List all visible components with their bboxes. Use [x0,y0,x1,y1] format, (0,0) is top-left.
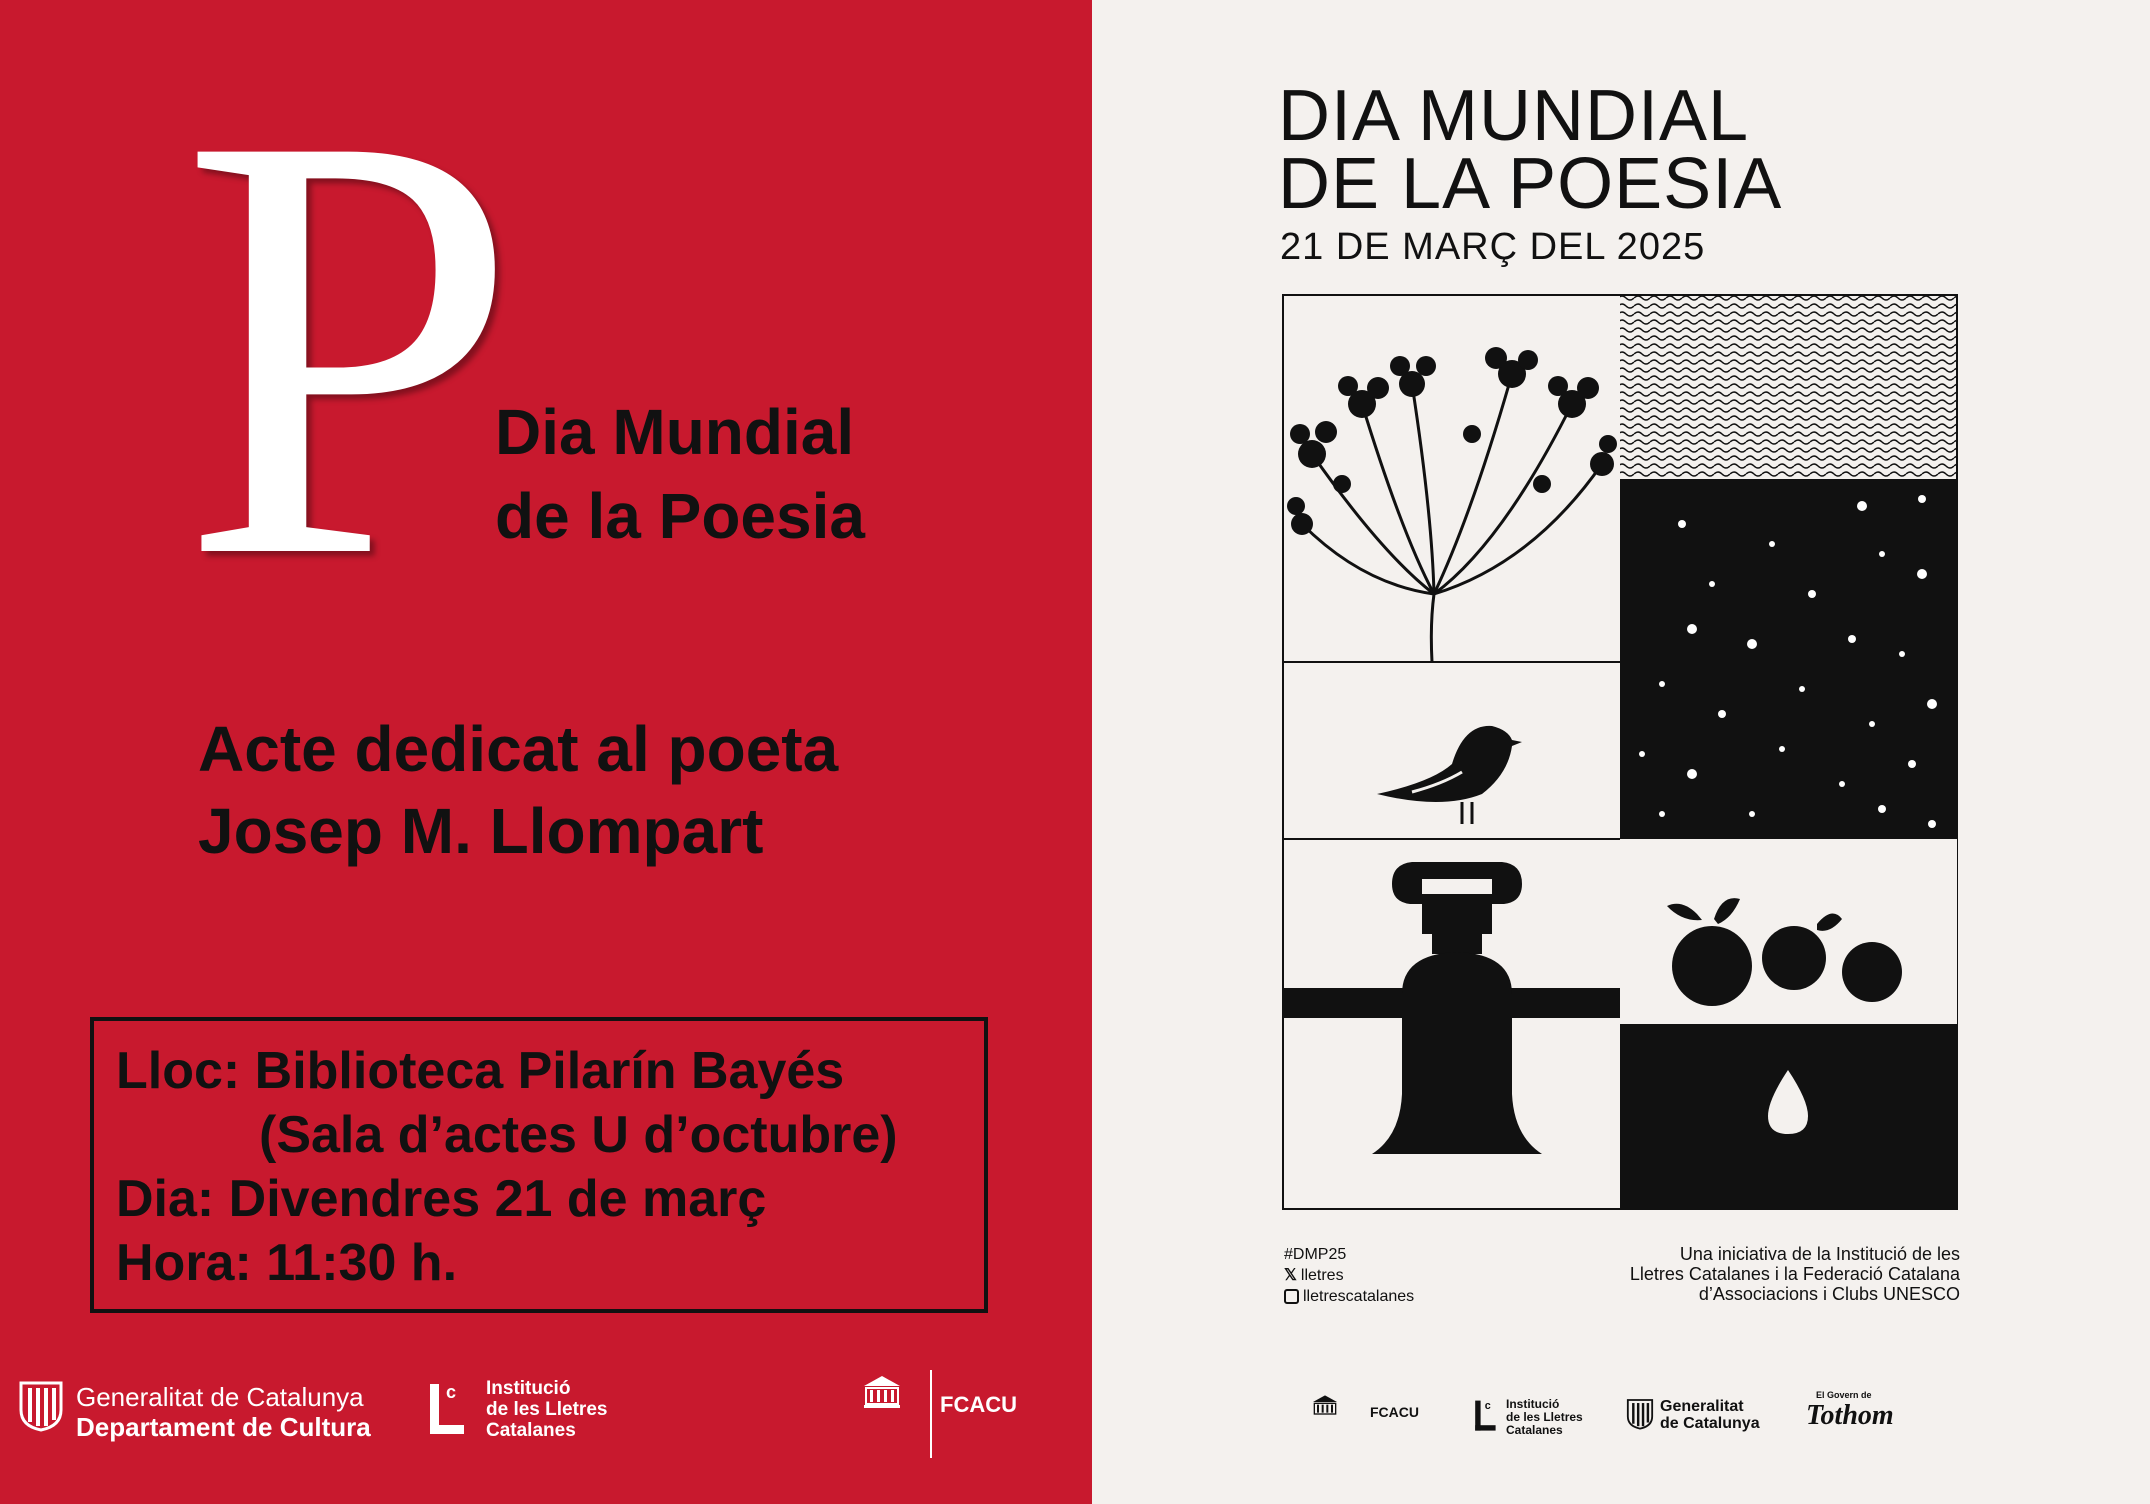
unesco-temple-icon [1310,1394,1340,1418]
social-tags [1284,1244,1414,1307]
poster-title-line-2: DE LA POESIA [1278,144,1783,224]
department-name: Departament de Cultura [76,1412,371,1442]
ill-line-1: Institució [486,1378,571,1399]
ill-small-line-2: de les Lletres [1506,1410,1583,1424]
svg-text:c: c [1484,1400,1491,1412]
tothom-label: Tothom [1806,1400,1894,1431]
event-info-box [90,1017,988,1313]
instagram-handle: lletrescatalanes [1303,1288,1415,1305]
generalitat-emblem-icon [18,1380,64,1432]
unesco-fcacu-logo [832,1370,1062,1460]
x-icon: 𝕏 [1284,1267,1297,1284]
night-sky-tile [1620,479,1957,839]
partner-logos [1310,1390,1950,1450]
generalitat-emblem-small-icon [1626,1398,1654,1430]
instagram-handle-row[interactable] [1284,1286,1414,1307]
instagram-icon [1284,1289,1299,1304]
generalitat-small-line-1: Generalitat [1660,1398,1744,1415]
event-time: Hora: 11:30 h. [116,1234,458,1292]
poster-title-line-1: DIA MUNDIAL [1278,76,1750,156]
initiative-line-3: d’Associacions i Clubs UNESCO [1698,1284,1960,1304]
x-handle-row[interactable] [1284,1265,1414,1286]
initiative-line-1: Una iniciativa de la Institució de les [1679,1244,1960,1264]
venue: Lloc: Biblioteca Pilarín Bayés [116,1042,845,1100]
ill-logo-small-icon [1474,1398,1498,1432]
generalitat-logo-text [76,1382,371,1442]
generalitat-small-line-2: de Catalunya [1660,1415,1760,1432]
event-title-line-1: Dia Mundial [495,396,855,468]
fcacu-label-small: FCACU [1370,1404,1419,1420]
ill-logo-text [486,1378,607,1441]
ill-small-line-3: Catalanes [1506,1423,1563,1437]
hashtag: #DMP25 [1284,1246,1347,1263]
fcacu-label: FCACU [940,1392,1017,1417]
poster-title [1278,76,1783,224]
dedication-line-1: Acte dedicat al poeta [198,713,839,785]
svg-text:c: c [446,1382,457,1402]
logo-divider [930,1370,932,1458]
ill-line-2: de les Lletres [486,1399,608,1420]
govern-label: El Govern de [1816,1390,1872,1400]
generalitat-name: Generalitat de Catalunya [76,1382,364,1412]
dedication [198,708,838,872]
poster-date: 21 DE MARÇ DEL 2025 [1280,226,1706,268]
poet-name: Josep M. Llompart [198,795,764,867]
generalitat-small-text [1660,1398,1760,1432]
illustration-grid [1282,294,1958,1210]
event-title [495,390,865,558]
initiative-line-2: Lletres Catalanes i la Federació Catalana [1629,1264,1960,1284]
ill-line-3: Catalanes [486,1420,576,1441]
ill-logo-small-text [1506,1398,1583,1437]
initiative-credit [1630,1244,1960,1304]
unesco-temple-icon [860,1374,904,1410]
waves-pattern [1620,295,1957,479]
ill-small-line-1: Institució [1506,1397,1560,1411]
venue-room: (Sala d’actes U d’octubre) [259,1106,898,1164]
event-title-line-2: de la Poesia [495,480,865,552]
ill-logo-icon [428,1380,468,1436]
event-day: Dia: Divendres 21 de març [116,1170,767,1228]
decorative-letter: P [180,7,520,683]
x-handle: lletres [1300,1267,1344,1284]
